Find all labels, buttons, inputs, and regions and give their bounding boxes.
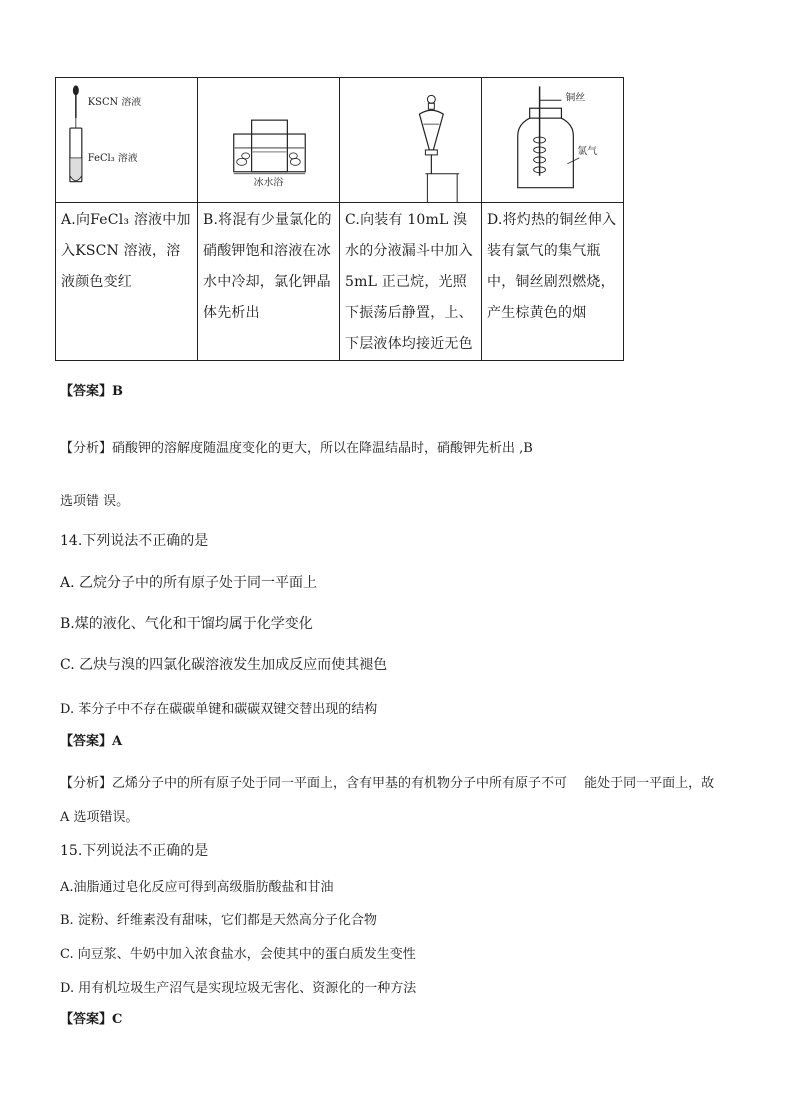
option-d-cell: D.将灼热的铜丝伸入装有氯气的集气瓶中，铜丝剧烈燃烧，产生棕黄色的烟: [482, 203, 624, 361]
figure-cell-c: [340, 78, 482, 203]
figure-cell-d: [482, 78, 624, 203]
q14-option-a: A. 乙烷分子中的所有原子处于同一平面上: [60, 575, 318, 591]
q14-stem: 14.下列说法不正确的是: [60, 533, 209, 549]
option-c-cell: C.向装有 10mL 溴水的分液漏斗中加入 5mL 正己烷，光照下振荡后静置，上、下层液体均接近无色: [340, 203, 482, 361]
experiment-table: [55, 77, 624, 361]
q15-answer: 【答案】C: [60, 1012, 123, 1027]
ice-bath-label: 冰水浴: [253, 177, 284, 189]
q13-analysis-line1: 【分析】硝酸钾的溶解度随温度变化的更大，所以在降温结晶时，硝酸钾先析出 ,B: [60, 441, 533, 456]
gas-jar-figure: [482, 78, 623, 202]
figure-cell-b: [198, 78, 340, 203]
q14-option-c: C. 乙炔与溴的四氯化碳溶液发生加成反应而使其褪色: [60, 657, 388, 673]
option-b-cell: B.将混有少量氯化的硝酸钾饱和溶液在冰水中冷却，氯化钾晶体先析出: [198, 203, 340, 361]
q13-answer: 【答案】B: [60, 384, 123, 399]
q15-stem: 15.下列说法不正确的是: [60, 843, 209, 859]
q15-option-a: A.油脂通过皂化反应可得到高级脂肪酸盐和甘油: [60, 880, 334, 895]
fecl3-label: FeCl₃ 溶液: [87, 152, 138, 164]
q14-option-d: D. 苯分子中不存在碳碳单键和碳碳双键交替出现的结构: [60, 702, 378, 717]
chlorine-label: 氯气: [577, 145, 598, 157]
dropper-test-tube-figure: [56, 78, 197, 202]
ice-bath-figure: [198, 78, 339, 202]
copper-wire-label: 铜丝: [565, 92, 586, 104]
figure-cell-a: [56, 78, 198, 203]
q14-option-b: B.煤的液化、气化和干馏均属于化学变化: [60, 616, 313, 632]
q13-analysis-line2: 选项错 误。: [60, 494, 130, 509]
q14-analysis-line1: 【分析】乙烯分子中的所有原子处于同一平面上，含有甲基的有机物分子中所有原子不可 能处于同一平面上，故: [60, 776, 715, 791]
kscn-label: KSCN 溶液: [87, 97, 142, 109]
q14-analysis-line2: A 选项错误。: [60, 810, 139, 825]
option-a-cell: A.向FeCl₃ 溶液中加入KSCN 溶液，溶液颜色变红: [56, 203, 198, 361]
separatory-funnel-figure: [340, 78, 481, 202]
q15-option-c: C. 向豆浆、牛奶中加入浓食盐水，会使其中的蛋白质发生变性: [60, 947, 416, 962]
q15-option-b: B. 淀粉、纤维素没有甜味，它们都是天然高分子化合物: [60, 913, 377, 928]
q14-answer: 【答案】A: [60, 734, 123, 749]
q15-option-d: D. 用有机垃圾生产沼气是实现垃圾无害化、资源化的一种方法: [60, 981, 417, 996]
